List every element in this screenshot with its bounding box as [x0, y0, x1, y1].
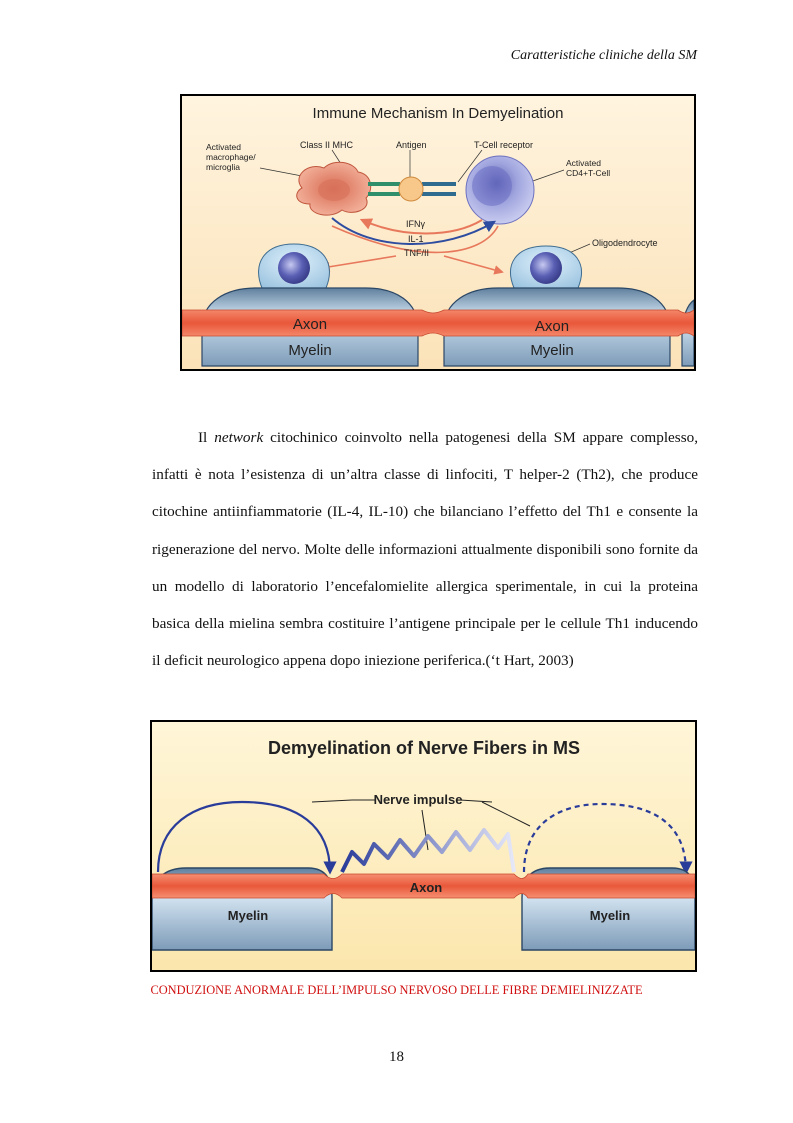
figure-demyelination-nerve-fibers: [150, 720, 697, 972]
antigen-particle: [399, 177, 423, 201]
figure2-title: Demyelination of Nerve Fibers in MS: [267, 738, 581, 758]
ifn-label: IFNγ: [406, 219, 425, 229]
figure-caption: CONDUZIONE ANORMALE DELL’IMPULSO NERVOSO DELLE FIBRE DEMIELINIZZATE: [150, 983, 643, 997]
macrophage-label-2: macrophage/: [206, 152, 256, 162]
page-number: 18: [389, 1049, 404, 1065]
axon-label-right: Axon: [534, 318, 570, 335]
oligodendrocyte-nucleus-left: [278, 252, 310, 284]
tcr-label: T-Cell receptor: [474, 140, 534, 150]
demyelination-diagram: [152, 722, 695, 970]
figure1-title: Immune Mechanism In Demyelination: [312, 105, 564, 122]
running-header: Caratteristiche cliniche della SM: [510, 48, 697, 63]
paragraph-italic-term: network: [214, 429, 264, 446]
paragraph-rest: citochinico coinvolto nella patogenesi della SM appare complesso, infatti è nota l’esistenza di un’altra classe di linfociti, T helper-2 (Th2), che produce citochine antiinfiammatorie (IL-4, IL-10) che bilanciano l’effetto del Th1 e consente la rigenerazione del nervo. Molte delle informazioni attualmente disponibili sono fornite da un modello di laboratorio l’encefalomielite allergica sperimentale, in cui la proteina basica della mielina sembra costituire l’antigene principale per le cellule Th1 inducendo il deficit neurologico appena dopo iniezione periferica.(‘t Hart, 2003): [152, 429, 699, 670]
immune-mechanism-diagram: [182, 96, 694, 369]
antigen-label: Antigen: [396, 140, 427, 150]
myelin-label-left: Myelin: [227, 908, 269, 923]
macrophage-label-1: Activated: [206, 142, 241, 152]
oligodendrocyte-nucleus-right: [530, 252, 562, 284]
axon: [182, 310, 694, 336]
myelin-label-right: Myelin: [530, 342, 574, 359]
macrophage-label-3: microglia: [206, 162, 241, 172]
il1-label: IL-1: [408, 234, 424, 244]
axon-label: Axon: [409, 880, 443, 895]
tcell-label-2: CD4+T-Cell: [566, 168, 611, 178]
nerve-impulse-label: Nerve impulse: [373, 792, 463, 807]
figure-immune-mechanism: [180, 94, 696, 371]
oligodendrocyte-label: Oligodendrocyte: [592, 238, 658, 248]
paragraph-start: Il: [198, 429, 215, 446]
axon-label-left: Axon: [292, 316, 328, 333]
myelin-label-left: Myelin: [288, 342, 332, 359]
myelin-label-right: Myelin: [589, 908, 631, 923]
body-paragraph: [152, 419, 698, 679]
tnf-label: TNF/II: [404, 248, 429, 258]
mhc-label: Class II MHC: [300, 140, 354, 150]
tcell-label-1: Activated: [566, 158, 601, 168]
